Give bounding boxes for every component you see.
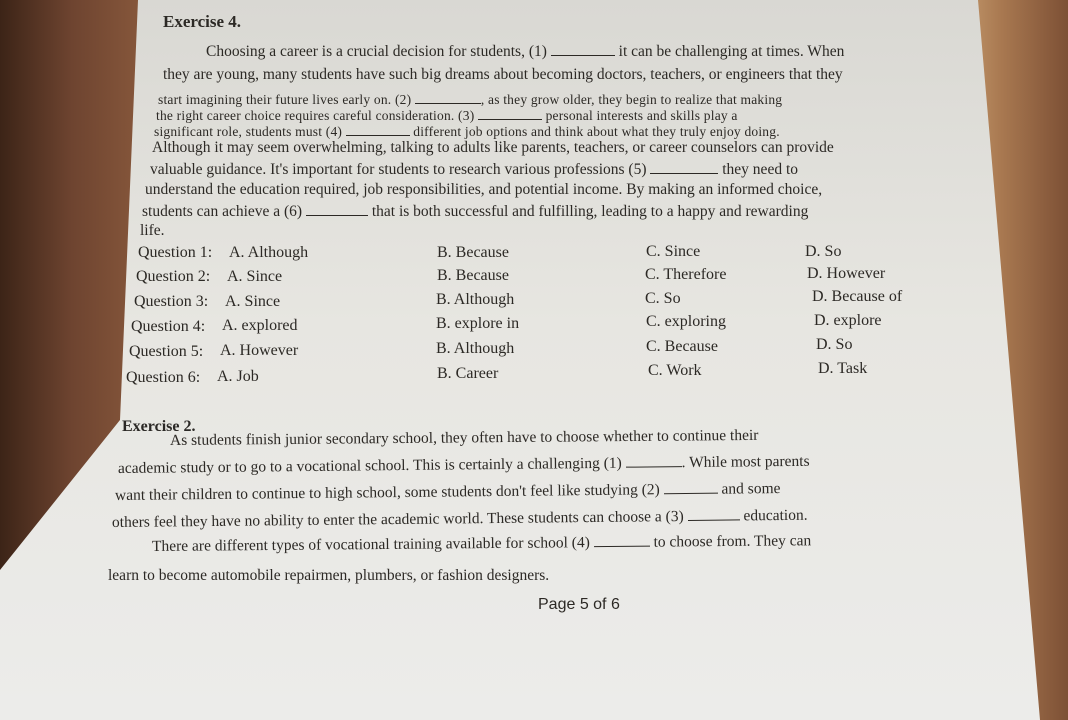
question-2-option-a[interactable]: A. Since [227, 268, 283, 285]
question-2-label: Question 2: [136, 268, 211, 285]
question-3-option-b[interactable]: B. Although [436, 291, 515, 308]
blank-4[interactable] [346, 122, 410, 136]
question-4-option-a[interactable]: A. explored [222, 317, 298, 334]
question-5-option-d[interactable]: D. So [816, 336, 853, 353]
question-2-option-b[interactable]: B. Because [437, 267, 509, 284]
ex4-line-4-text-end: personal interests and skills play a [545, 108, 738, 123]
ex2-line-3-text: want their children to continue to high school, some students don't feel like studying (2) [114, 481, 660, 504]
ex4-line-3-text: start imagining their future lives early on. (2) [158, 92, 412, 107]
ex4-line-6: Although it may seem overwhelming, talking to adults like parents, teachers, or career counselors can provide [152, 139, 834, 156]
ex4-line-7-text: valuable guidance. It's important for students to research various professions (5) [150, 161, 647, 178]
ex2-blank-1[interactable] [625, 453, 681, 468]
question-5-option-b[interactable]: B. Although [436, 340, 515, 357]
ex2-line-2-text: academic study or to go to a vocational school. This is certainly a challenging (1) [117, 454, 622, 477]
ex4-line-8: understand the education required, job responsibilities, and potential income. By making an informed choice, [145, 181, 823, 198]
ex4-line-7 [150, 160, 798, 179]
question-3-option-a[interactable]: A. Since [225, 293, 281, 310]
ex4-line-10: life. [140, 222, 165, 239]
question-2-option-d[interactable]: D. However [807, 265, 886, 282]
question-1-option-a[interactable]: A. Although [229, 244, 309, 261]
blank-2[interactable] [415, 90, 481, 104]
ex4-line-5-text: significant role, students must (4) [154, 124, 343, 139]
ex4-line-2: they are young, many students have such big dreams about becoming doctors, teachers, or engineers that they [163, 66, 843, 83]
ex4-line-1 [206, 42, 844, 61]
ex4-line-1-text-end: it can be challenging at times. When [618, 43, 845, 60]
question-3-label: Question 3: [134, 293, 209, 310]
blank-3[interactable] [478, 106, 542, 120]
ex4-line-3-text-end: , as they grow older, they begin to realize that making [480, 92, 783, 107]
ex2-line-5-text-end: to choose from. They can [653, 532, 812, 551]
question-5-label: Question 5: [129, 343, 204, 360]
question-1-option-c[interactable]: C. Since [646, 243, 701, 260]
page-number: Page 5 of 6 [538, 596, 620, 613]
question-6-option-b[interactable]: B. Career [437, 365, 499, 382]
ex4-line-9-text: students can achieve a (6) [142, 203, 303, 220]
question-4-option-c[interactable]: C. exploring [646, 313, 726, 330]
ex2-blank-3[interactable] [687, 506, 739, 521]
question-1-option-b[interactable]: B. Because [437, 244, 509, 261]
ex4-line-1-text: Choosing a career is a crucial decision for students, (1) [206, 43, 547, 60]
ex4-line-9-text-end: that is both successful and fulfilling, leading to a happy and rewarding [371, 203, 809, 220]
question-5-option-c[interactable]: C. Because [646, 338, 718, 355]
blank-1[interactable] [551, 42, 615, 56]
ex2-line-1: As students finish junior secondary school, they often have to choose whether to continue their [169, 426, 759, 449]
question-4-label: Question 4: [131, 318, 206, 335]
question-3-option-c[interactable]: C. So [645, 290, 681, 307]
ex4-line-4-text: the right career choice requires careful consideration. (3) [156, 108, 475, 123]
ex2-line-2-text-end: . While most parents [681, 452, 810, 472]
question-4-option-b[interactable]: B. explore in [436, 315, 520, 332]
ex2-line-4-text: others feel they have no ability to enter the academic world. These students can choose a (3) [111, 508, 684, 531]
blank-5[interactable] [650, 160, 718, 174]
question-1-option-d[interactable]: D. So [805, 243, 842, 260]
ex2-line-5-text: There are different types of vocational training available for school (4) [151, 534, 590, 555]
exercise-4-title: Exercise 4. [163, 12, 242, 31]
question-1-label: Question 1: [138, 244, 213, 261]
ex4-line-5-text-end: different job options and think about what they truly enjoy doing. [413, 124, 780, 139]
question-6-option-a[interactable]: A. Job [217, 368, 259, 385]
exercise-2-title: Exercise 2. [122, 418, 196, 435]
ex2-line-3-text-end: and some [721, 480, 781, 498]
ex2-line-4-text-end: education. [743, 506, 808, 525]
question-4-option-d[interactable]: D. explore [814, 312, 882, 329]
ex4-line-9 [142, 202, 808, 221]
question-3-option-d[interactable]: D. Because of [812, 288, 903, 305]
question-2-option-c[interactable]: C. Therefore [645, 266, 727, 283]
question-6-option-c[interactable]: C. Work [648, 362, 702, 379]
ex2-blank-4[interactable] [594, 533, 650, 547]
question-5-option-a[interactable]: A. However [220, 342, 299, 359]
question-6-option-d[interactable]: D. Task [818, 360, 868, 377]
ex4-line-5 [154, 122, 780, 140]
question-6-label: Question 6: [126, 369, 201, 386]
ex4-line-7-text-end: they need to [722, 161, 799, 178]
ex2-line-6: learn to become automobile repairmen, plumbers, or fashion designers. [108, 567, 550, 584]
ex2-blank-2[interactable] [664, 480, 718, 495]
blank-6[interactable] [306, 202, 368, 216]
